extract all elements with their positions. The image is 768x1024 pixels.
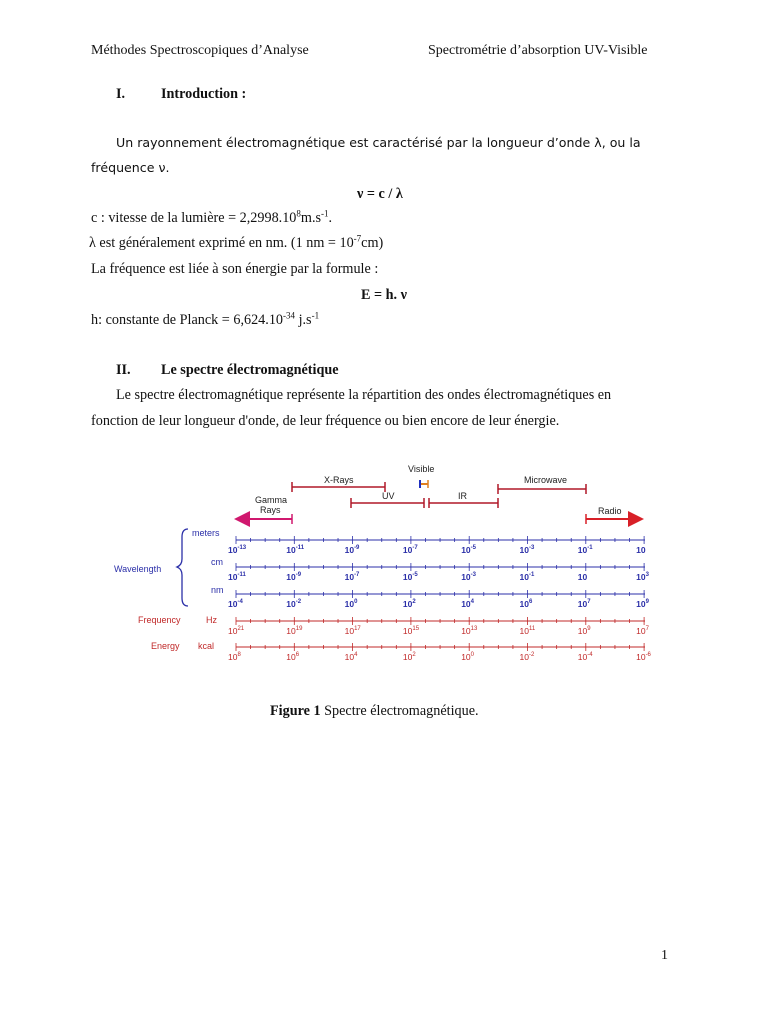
- tick-label-meters-0: $10^{-13}$: [228, 545, 247, 555]
- figure-caption-text: Spectre électromagnétique.: [320, 703, 479, 719]
- tick-label-nm-1: $10^{-2}$: [286, 599, 302, 609]
- label-wavelength: Wavelength: [114, 564, 162, 574]
- formula-energy: E = h. ν: [361, 287, 407, 303]
- label-hz: Hz: [206, 615, 217, 625]
- tick-label-hz-1: $10^{19}$: [286, 626, 303, 636]
- tick-label-cm-7: $10^3$: [636, 572, 649, 582]
- section-1-number: I.: [116, 86, 126, 102]
- label-nm: nm: [211, 585, 224, 595]
- tick-label-hz-4: $10^{13}$: [461, 626, 478, 636]
- tick-label-nm-2: $10^0$: [344, 599, 358, 609]
- tick-label-kcal-4: $10^0$: [461, 652, 475, 662]
- tick-label-cm-3: $10^{-5}$: [402, 572, 418, 582]
- region-label-ir: IR: [458, 491, 467, 501]
- section-2-number: II.: [116, 362, 131, 378]
- label-meters: meters: [192, 528, 220, 538]
- tick-label-cm-2: $10^{-7}$: [344, 572, 360, 582]
- tick-label-kcal-1: $10^6$: [286, 652, 300, 662]
- page-number: 1: [661, 948, 668, 963]
- planck-constant-line: h: constante de Planck = $6,624.10^{-34}$ $j.s^{-1}$: [91, 310, 320, 328]
- tick-label-cm-6: 10: [577, 572, 588, 582]
- tick-label-hz-0: $10^{21}$: [228, 626, 245, 636]
- header-right: Spectrométrie d’absorption UV-Visible: [428, 43, 648, 58]
- header-left: Méthodes Spectroscopiques d’Analyse: [91, 43, 309, 58]
- region-label-visible: Visible: [408, 464, 435, 474]
- tick-label-kcal-2: $10^4$: [344, 652, 358, 662]
- formula-frequency: ν = c / λ: [357, 186, 403, 202]
- region-label-microwave: Microwave: [524, 475, 568, 485]
- region-ir: [429, 491, 498, 508]
- region-xrays: [292, 475, 385, 492]
- speed-of-light-line: c : vitesse de la lumière = $2,2998.10^8m.s^{-1}$.: [91, 208, 333, 226]
- tick-label-cm-0: $10^{-11}$: [228, 572, 246, 582]
- tick-label-meters-3: $10^{-7}$: [402, 545, 418, 555]
- spectrum-paragraph-line-2: fonction de leur longueur d'onde, de leur fréquence ou bien encore de leur énergie.: [91, 413, 560, 429]
- tick-label-nm-0: $10^{-4}$: [228, 599, 243, 609]
- label-frequency: Frequency: [138, 615, 181, 625]
- tick-label-meters-2: $10^{-9}$: [344, 545, 360, 555]
- section-2-title: Le spectre électromagnétique: [161, 362, 339, 378]
- wavelength-unit-line: λ est généralement exprimé en nm. (1 nm = $10^{-7}cm$): [89, 233, 384, 251]
- tick-label-nm-3: $10^2$: [402, 599, 416, 609]
- tick-label-hz-6: $10^9$: [577, 626, 591, 636]
- tick-label-nm-5: $10^6$: [519, 599, 533, 609]
- figure-caption-label: Figure 1: [270, 703, 321, 719]
- tick-label-cm-5: $10^{-1}$: [519, 572, 535, 582]
- frequency-energy-line: La fréquence est liée à son énergie par la formule :: [91, 261, 379, 277]
- label-energy: Energy: [151, 641, 180, 651]
- region-visible: [408, 464, 434, 488]
- tick-label-meters-5: $10^{-3}$: [519, 545, 535, 555]
- tick-label-hz-5: $10^{11}$: [519, 626, 536, 636]
- region-microwave: [498, 475, 586, 494]
- region-label-radio: Radio: [598, 506, 622, 516]
- region-radio: [586, 506, 640, 524]
- wavelength-brace: [177, 529, 188, 606]
- spectrum-paragraph-line-1: Le spectre électromagnétique représente la répartition des ondes électromagnétiques en: [116, 387, 612, 403]
- figure-caption: [270, 703, 479, 720]
- intro-paragraph-line-1: Un rayonnement électromagnétique est caractérisé par la longueur d’onde λ, ou la: [116, 135, 641, 150]
- tick-label-kcal-7: $10^{-6}$: [636, 652, 651, 662]
- intro-paragraph-line-2: fréquence ν.: [91, 160, 170, 175]
- electromagnetic-spectrum-figure: [100, 455, 680, 673]
- region-uv: [351, 491, 424, 508]
- region-gamma: [238, 495, 292, 524]
- tick-label-kcal-6: $10^{-4}$: [577, 652, 593, 662]
- tick-label-meters-1: $10^{-11}$: [286, 545, 305, 555]
- tick-label-kcal-0: $10^8$: [228, 652, 241, 662]
- tick-label-meters-4: $10^{-5}$: [461, 545, 477, 555]
- tick-label-cm-4: $10^{-3}$: [461, 572, 477, 582]
- tick-label-meters-7: 10: [636, 545, 646, 555]
- tick-label-kcal-5: $10^{-2}$: [519, 652, 535, 662]
- region-label-gamma: Gamma: [255, 495, 288, 505]
- tick-label-nm-4: $10^4$: [461, 599, 475, 609]
- tick-label-hz-3: $10^{15}$: [402, 626, 420, 636]
- section-1-title: Introduction :: [161, 86, 247, 102]
- label-cm: cm: [211, 557, 223, 567]
- tick-label-meters-6: $10^{-1}$: [577, 545, 593, 555]
- tick-label-hz-2: $10^{17}$: [344, 626, 361, 636]
- tick-label-nm-6: $10^7$: [577, 599, 591, 609]
- region-label-xrays: X-Rays: [324, 475, 354, 485]
- tick-label-hz-7: $10^7$: [636, 626, 649, 636]
- label-kcal: kcal: [198, 641, 215, 651]
- tick-label-nm-7: $10^9$: [636, 599, 649, 609]
- tick-label-kcal-3: $10^2$: [402, 652, 416, 662]
- tick-label-cm-1: $10^{-9}$: [286, 572, 302, 582]
- region-label-rays: Rays: [260, 505, 281, 515]
- region-label-uv: UV: [382, 491, 395, 501]
